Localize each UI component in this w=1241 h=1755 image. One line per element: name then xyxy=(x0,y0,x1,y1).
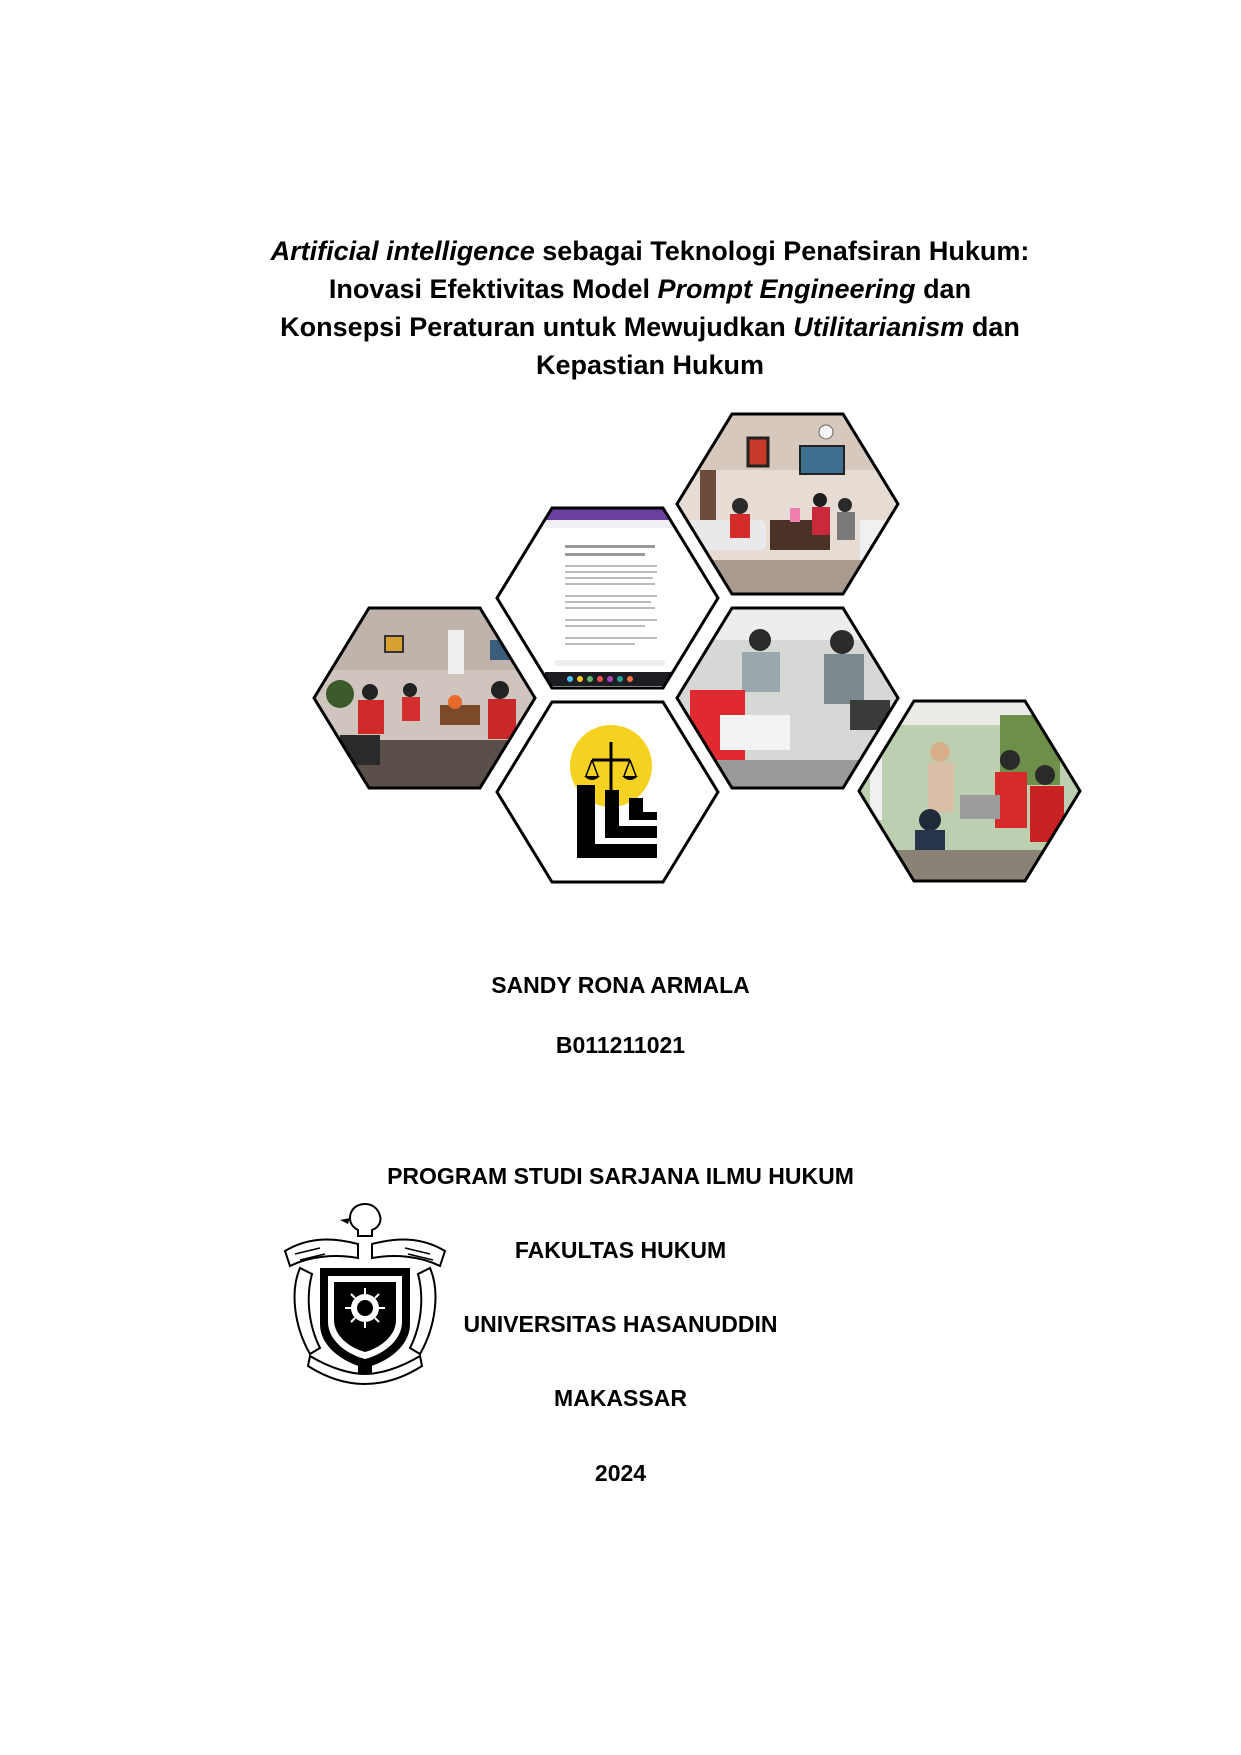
photo-interview-icon xyxy=(670,600,905,795)
author-name: SANDY RONA ARMALA xyxy=(491,972,750,998)
faculty-name: FAKULTAS HUKUM xyxy=(514,1237,727,1263)
title-italic-2: Prompt Engineering xyxy=(657,274,916,304)
justice-scale-logo-icon xyxy=(497,702,718,882)
student-id: B011211021 xyxy=(555,1032,686,1058)
photo-group-sitting-icon xyxy=(310,600,540,795)
photo-office-meeting-icon xyxy=(670,410,905,600)
title-line-4: Kepastian Hukum xyxy=(535,350,765,380)
title-text-3b: dan xyxy=(964,312,1020,342)
title-text-2a: Inovasi Efektivitas Model xyxy=(328,274,658,304)
title-italic-3: Utilitarianism xyxy=(793,312,965,342)
screenshot-chat-document-icon xyxy=(490,500,725,695)
year: 2024 xyxy=(594,1460,647,1486)
title-text-1: sebagai Teknologi Penafsiran Hukum: xyxy=(534,236,1030,266)
title-text-2b: dan xyxy=(915,274,972,304)
city-name: MAKASSAR xyxy=(554,1385,687,1411)
university-name: UNIVERSITAS HASANUDDIN xyxy=(463,1311,778,1337)
title-italic-1: Artificial intelligence xyxy=(270,236,535,266)
title-text-3a: Konsepsi Peraturan untuk Mewujudkan xyxy=(280,312,794,342)
university-seal-logo xyxy=(280,1196,450,1386)
photo-outdoor-discussion-icon xyxy=(855,695,1085,885)
program-name: PROGRAM STUDI SARJANA ILMU HUKUM xyxy=(387,1163,854,1189)
